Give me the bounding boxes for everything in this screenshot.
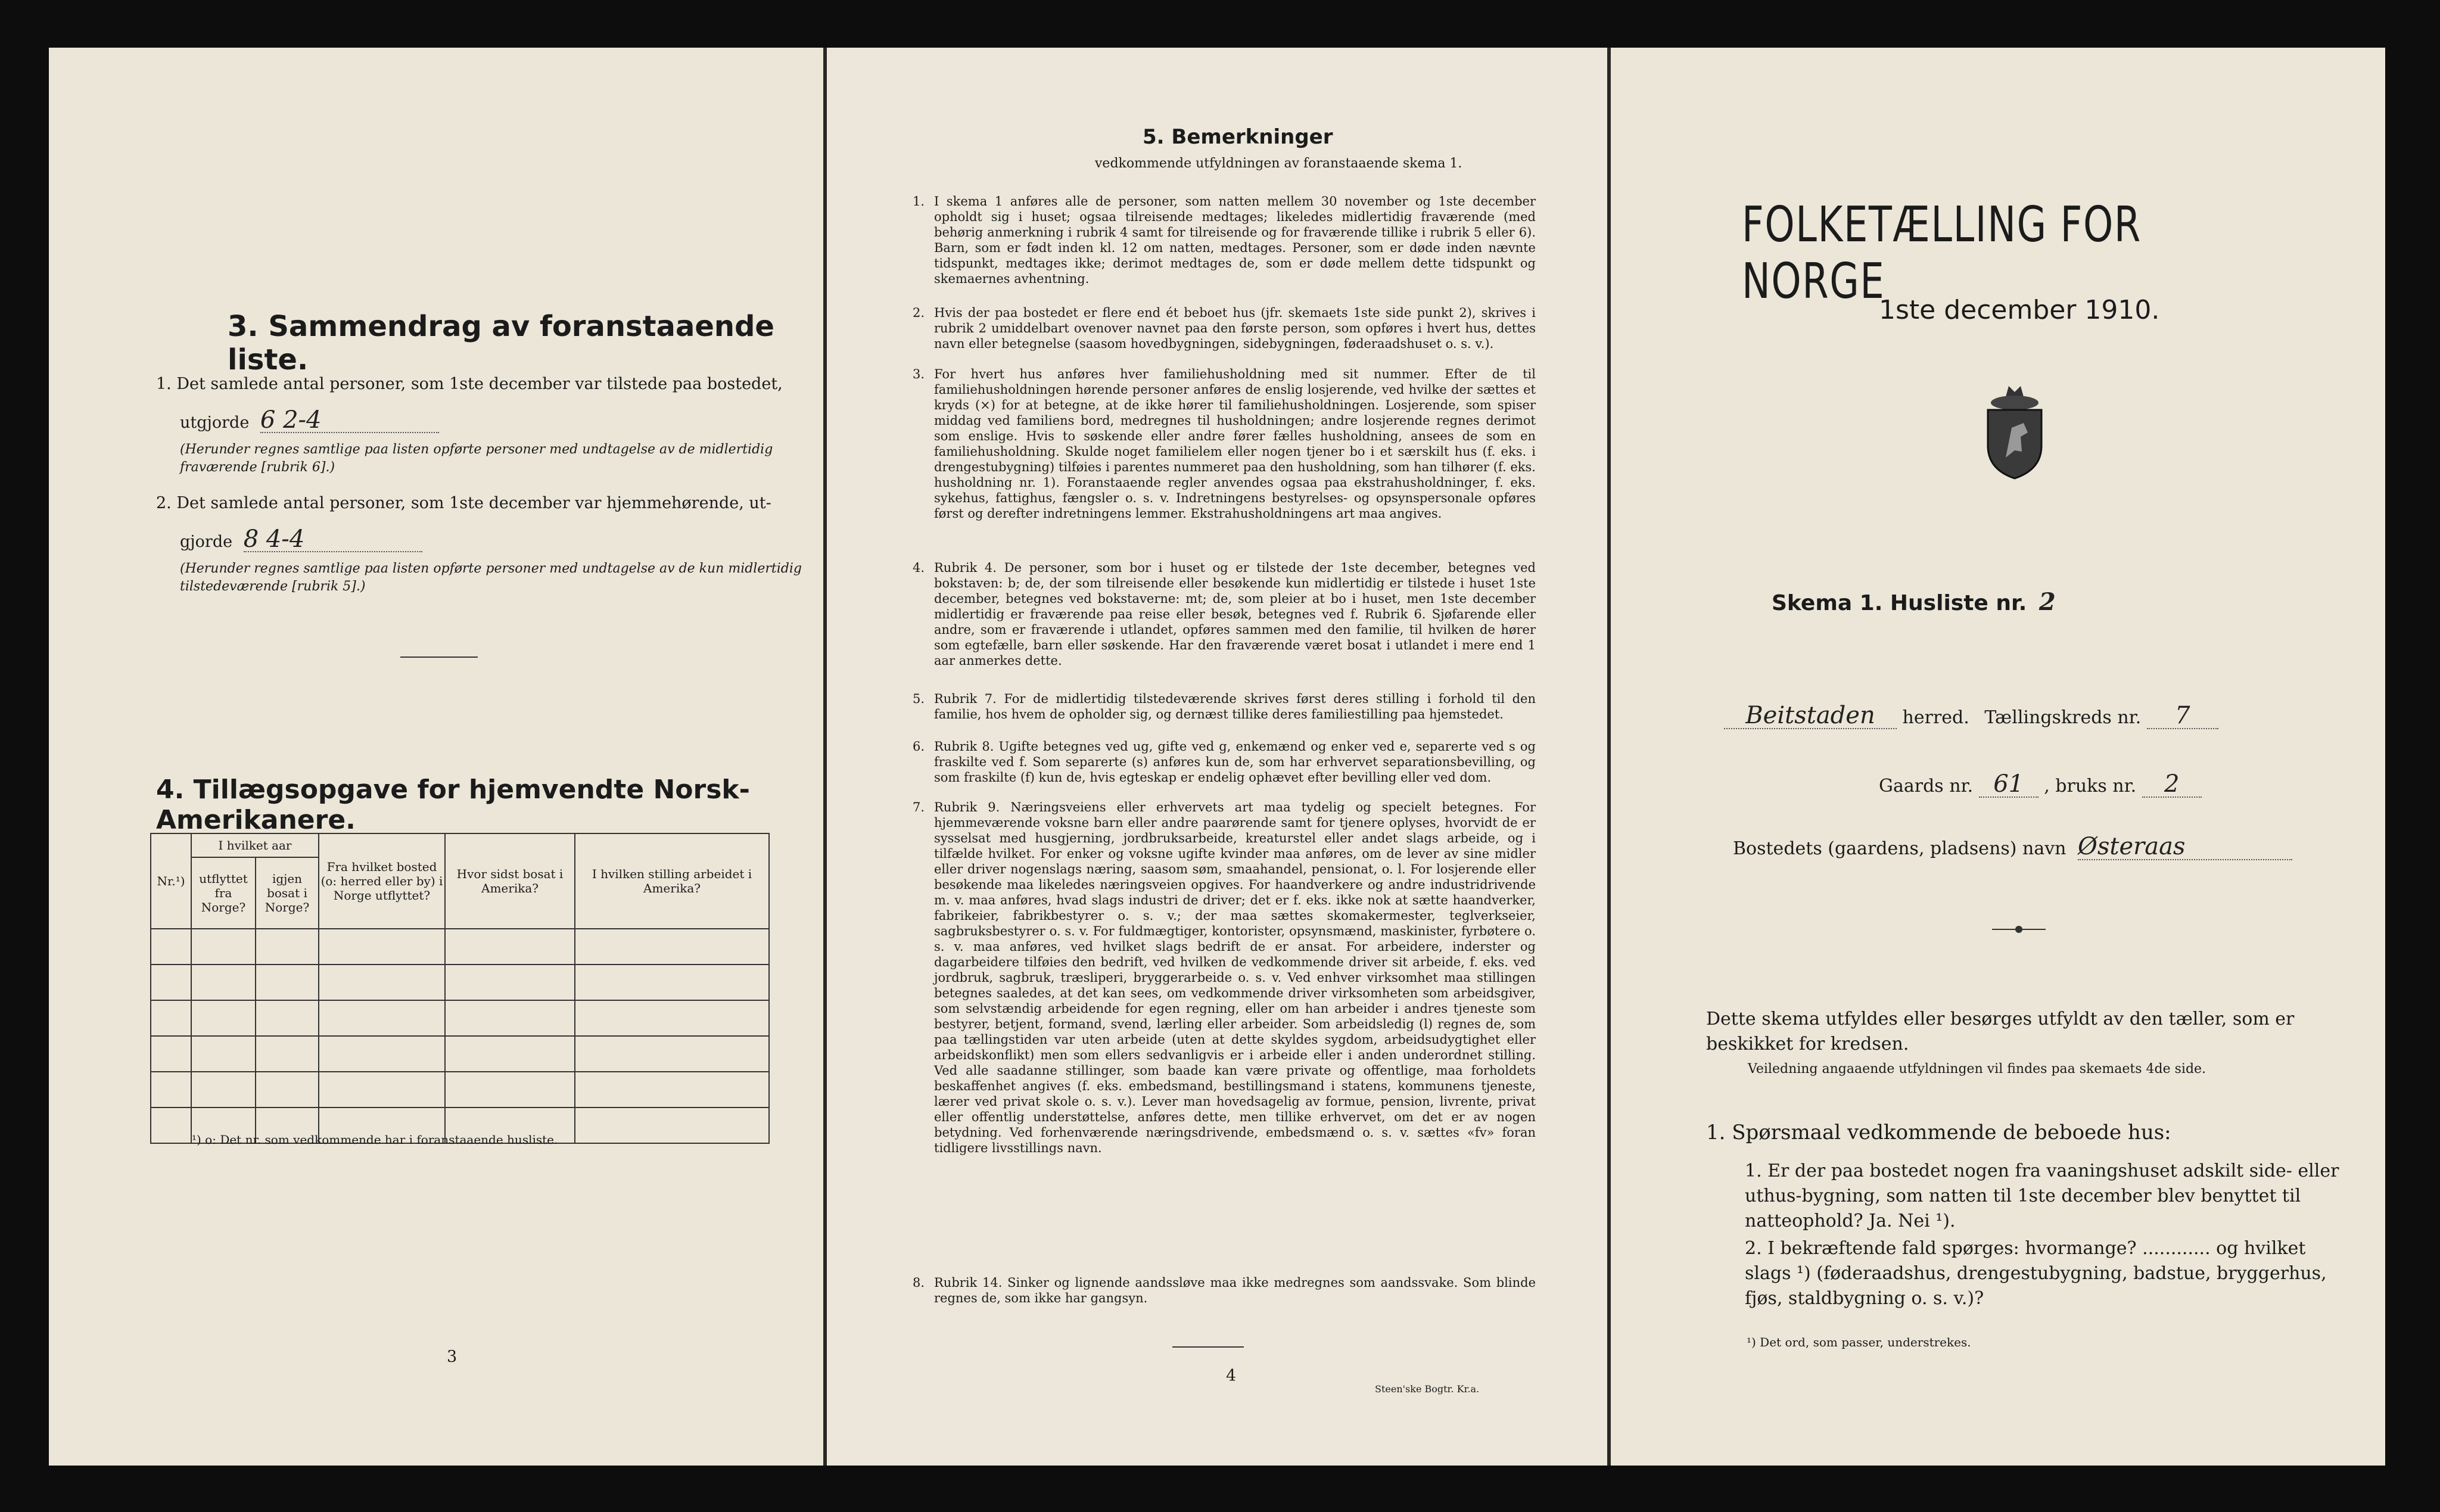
table-row [151,1000,769,1036]
col-utflyttet: utflyttet fra Norge? [191,857,256,929]
coat-of-arms-icon [1979,380,2050,481]
remark-7: 7. Rubrik 9. Næringsveiens eller erhvervets art maa tydelig og specielt betegnes. For hjemmeværende voksne barn eller andre paarørende samt for tjenere oplyses, hvorvidt de er sysselsat med husgjerning, jordbruksarbeide, kreaturstel eller andet slags arbeide, og i tilfælde hvilket. For enker og voksne ugifte kvinder maa anføres, om de lever av sine midler eller driver nogenslags næring, saasom søm, smaahandel, pensionat, o. l. For losjerende eller besøkende maa likeledes næringsveien opgives. For haandverkere og andre industridrivende m. v. maa anføres, hvad slags industri de driver; det er f. eks. ikke nok at sætte haandverker, fabrikeier, fabrikbestyrer o. s. v.; der maa sættes skomakermester, teglverkseier, sagbruksbestyrer o. s. v. For fuldmægtiger, kontorister, opsynsmænd, maskinister, fyrbøtere o. s. v. maa anføres, ved hvilket slags bedrift de er ansat. For arbeidere, inderster og dagarbeidere tilføies den bedrift, ved hvilken de vedkommende driver sit arbeide, f. eks. ved jordbruk, sagbruk, træsliperi, bryggerarbeide o. s. v. Ved enhver virksomhet maa stillingen betegnes saaledes, at det kan sees, om vedkommende driver virksomheten som arbeidsgiver, som selvstændig arbeidende for egen regning, eller om han arbeider i andres tjeneste som bestyrer, betjent, formand, svend, lærling eller arbeider. Som arbeidsledig (l) regnes de, som paa tællingstiden var uten arbeide (uten at dette skyldes sygdom, arbeidsudygtighet eller arbeidskonflikt) men som ellers sedvanligvis er i arbeide eller i anden underordnet stilling. Ved alle saadanne stillinger, som baade kan være private og offentlige, maa forholdets beskaffenhet angives (f. eks. embedsmand, bestillingsmand i statens, kommunens tjeneste, lærer ved privat skole o. s. v.). Lever man hovedsagelig av formue, pension, livrente, privat eller offentlig understøttelse, anføres dette, men tillike erhvervet, om det er av nogen betydning. Ved forhenværende næringsdrivende, embedsmænd o. s. v. sættes «fv» foran tidligere livsstillings navn. [913,800,1536,1155]
norsk-amerikanere-table [150,833,770,1144]
divider [1172,1346,1244,1348]
krets-value: 7 [2147,703,2218,729]
bruks-value: 2 [2142,771,2202,798]
table-row [151,965,769,1000]
item1-note: (Herunder regnes samtlige paa listen opførte personer med undtagelse av de midlertidig fraværende [rubrik 6].) [180,442,773,475]
remark-3: 3. For hvert hus anføres hver familiehusholdning med sit nummer. Efter de til familiehusholdningen hørende personer anføres de enslig losjerende, ved hvilke der sættes et kryds (×) for at betegne, at de ikke hører til familiehusholdningen. Losjerende, som spiser middag ved familiens bord, medregnes til husholdningen; andre losjerende regnes derimot som enslige. Hvis to søskende eller andre fører fælles husholdning, ansees de som en familiehusholdning. Skulde noget familielem eller nogen tjener bo i et særskilt hus (f. eks. i drengestubygning) tilføies i parentes nummeret paa den husholdning, som han tilhører (f. eks. husholdning nr. 1). Foranstaaende regler anvendes ogsaa paa ekstrahusholdninger, f. eks. sykehus, fattighus, fængsler o. s. v. Indretningens bestyrelses- og opsynspersonale opføres først og derefter indretningens lemmer. Ekstrahusholdningens art maa angives. [913,367,1536,521]
item1-value: 6 2-4 [260,408,439,433]
question-2: 2. I bekræftende fald spørges: hvormange? ............ og hvilket slags ¹) (føderaadshus, drengestubygning, badstue, bryggerhus, fjøs, staldbygning o. s. v.)? [1745,1238,2327,1309]
remark-4: 4. Rubrik 4. De personer, som bor i huset og er tilstede der 1ste december, betegnes ved bokstaven: b; de, der som tilreisende eller besøkende kun midlertidig er tilstede i huset 1ste december, betegnes ved bokstaverne: mt; de, som pleier at bo i huset, men 1ste december midlertidig er fraværende paa reise eller besøk, betegnes ved f. Rubrik 6. Sjøfarende eller andre, som er fraværende i utlandet, opføres sammen med den familie, til hvilken de hører som egtefælle, barn eller søskende. Har den fraværende været bosat i utlandet i mere end 1 aar anmerkes dette. [913,561,1536,668]
question-1: 1. Er der paa bostedet nogen fra vaaningshuset adskilt side- eller uthus-bygning, som natten til 1ste december blev benyttet til natteophold? Ja. Nei ¹). [1745,1161,2339,1231]
item2-value: 8 4-4 [244,527,422,552]
remark-5: 5. Rubrik 7. For de midlertidig tilstedeværende skrives først deres stilling i forhold til den familie, hos hvem de opholder sig, og dernæst tillike deres familiestilling paa hjemstedet. [913,692,1536,721]
instruction-text: Dette skema utfyldes eller besørges utfyldt av den tæller, som er beskikket for kredsen. [1706,1009,2295,1054]
item2-text: 2. Det samlede antal personer, som 1ste december var hjemmehørende, ut- [156,494,771,512]
census-date: 1ste december 1910. [1879,295,2160,325]
bosted-line: Bostedets (gaardens, pladsens) navn Østeraas [1733,834,2292,861]
remark-6: 6. Rubrik 8. Ugifte betegnes ved ug, gifte ved g, enkemænd og enker ved e, separerte ved s og fraskilte ved f. Som separerte (s) anføres kun de, som har erhvervet separationsbevilling, og som fraskilte (f) kun de, hvis egteskap er endelig ophævet efter bevilling eller ved dom. [913,739,1536,785]
item2-gjorde: gjorde [180,533,233,551]
table-row [151,929,769,965]
item1-label [180,408,439,435]
herred-line [1724,703,2326,730]
ornament-icon [1992,923,2046,935]
herred-label: herred. [1902,707,1969,728]
page-3 [49,48,823,1466]
col-nr: Nr.¹) [151,833,191,929]
item2-note: (Herunder regnes samtlige paa listen opførte personer med undtagelse av de kun midlertidig tilstedeværende [rubrik 5].) [180,561,802,594]
remark-2: 2. Hvis der paa bostedet er flere end ét beboet hus (jfr. skemaets 1ste side punkt 2), skrives i rubrik 2 umiddelbart ovenover navnet paa den første person, som opføres i hvert hus, dettes navn eller betegnelse (saasom hovedbygningen, sidebygningen, føderaadshuset o. s. v.). [913,306,1536,351]
col-igjen: igjen bosat i Norge? [256,857,319,929]
instruction-note: Veiledning angaaende utfyldningen vil findes paa skemaets 4de side. [1748,1062,2206,1077]
section-3-heading: 3. Sammendrag av foranstaaende liste. [228,310,774,377]
printer-mark: Steen'ske Bogtr. Kr.a. [1375,1383,1480,1395]
schema-line: Skema 1. Husliste nr. 2 [1772,588,2056,616]
right-footnote: ¹) Det ord, som passer, understrekes. [1747,1335,1971,1349]
table-footnote: ¹) o: Det nr. som vedkommende har i foranstaaende husliste. [192,1133,558,1147]
bosted-value: Østeraas [2078,834,2292,860]
section-4-heading: 4. Tillægsopgave for hjemvendte Norsk-Amerikanere. [156,774,750,835]
remark-1: 1. I skema 1 anføres alle de personer, som natten mellem 30 november og 1ste december opholdt sig i huset; ogsaa tilreisende medtages; likeledes midlertidig fraværende (med behørig anmerkning i rubrik 4 samt for tilreisende og for fraværende tillike i rubrik 5 eller 6). Barn, som er født inden kl. 12 om natten, medtages. Personer, som er døde inden nævnte tidspunkt, medtages ikke; derimot medtages de, som er døde mellem dette tidspunkt og skemaernes avhentning. [913,194,1536,286]
item2-label [180,527,422,554]
col-fra: Fra hvilket bosted (o: herred eller by) i Norge utflyttet? [319,833,445,929]
remark-8: 8. Rubrik 14. Sinker og lignende aandssløve maa ikke medregnes som aandssvake. Som blinde regnes de, som ikke har gangsyn. [913,1275,1536,1305]
table-row [151,1072,769,1107]
table-row [151,1036,769,1072]
col-stilling: I hvilken stilling arbeidet i Amerika? [575,833,769,929]
page-4 [827,48,1607,1466]
col-group-year: I hvilket aar [191,833,319,857]
husliste-nr: 2 [2038,588,2056,616]
remarks-heading: 5. Bemerkninger [1143,125,1333,149]
item1-text: 1. Det samlede antal personer, som 1ste december var tilstede paa bostedet, [156,375,783,393]
gaards-value: 61 [1979,771,2038,798]
remarks-subheading: vedkommende utfyldningen av foranstaaende skema 1. [1095,156,1462,171]
page-1 [1611,48,2385,1466]
gaards-line: Gaards nr. 61 , bruks nr. 2 [1879,771,2202,799]
krets-label: Tællingskreds nr. [1984,707,2142,728]
census-title: FOLKETÆLLING FOR NORGE [1742,197,2142,310]
divider [400,657,478,658]
item1-utgjorde: utgjorde [180,413,250,432]
page-number: 3 [447,1348,458,1366]
col-hvor: Hvor sidst bosat i Amerika? [445,833,575,929]
herred-value: Beitstaden [1724,703,1897,729]
question-heading: 1. Spørsmaal vedkommende de beboede hus: [1706,1121,2171,1144]
page-number: 4 [1226,1367,1237,1385]
